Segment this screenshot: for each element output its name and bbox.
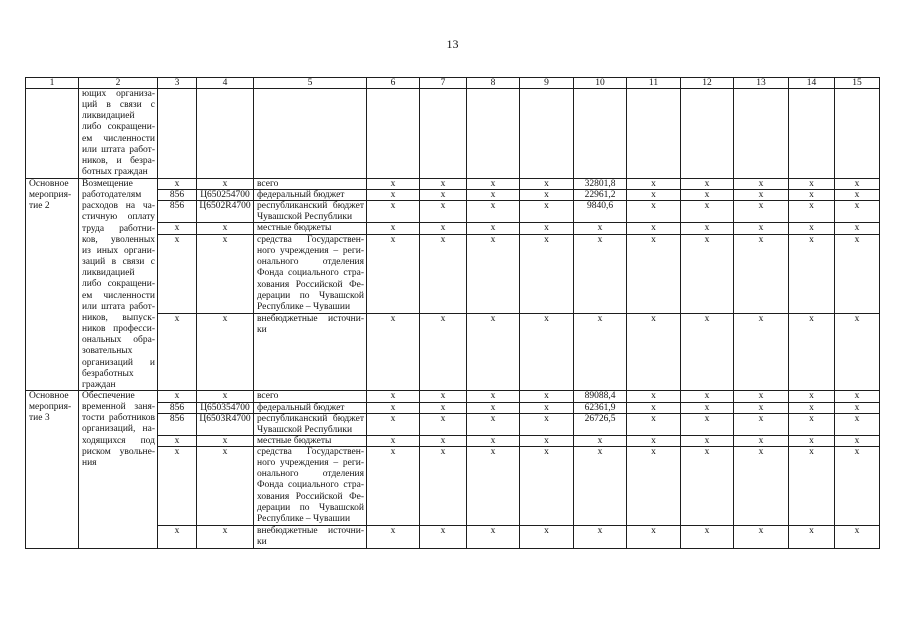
amount-cell: x xyxy=(680,413,734,436)
empty-cell xyxy=(157,88,197,179)
amount-cell: x xyxy=(733,178,789,190)
amount-cell: x xyxy=(626,178,681,190)
continued-description-cell xyxy=(78,88,158,179)
amount-cell: x xyxy=(680,178,734,190)
amount-cell: x xyxy=(419,200,467,223)
amount-cell: x xyxy=(834,402,880,414)
text-line: из иных органи- xyxy=(82,245,155,256)
amount-cell: x xyxy=(680,446,734,526)
amount-cell: x xyxy=(466,189,520,201)
text-line: Фонда социального стра- xyxy=(257,480,364,491)
amount-cell: x xyxy=(366,313,420,391)
text-line: внебюджетные источни- xyxy=(257,314,364,324)
amount-cell: x xyxy=(419,435,467,447)
amount-cell: x xyxy=(573,525,627,549)
amount-cell: x xyxy=(733,402,789,414)
column-number-cell: 6 xyxy=(366,77,420,89)
amount-cell: 22961,2 xyxy=(573,189,627,201)
amount-cell: x xyxy=(626,222,681,235)
amount-cell: x xyxy=(573,234,627,314)
empty-cell xyxy=(680,88,734,179)
text-line: ликвидацией xyxy=(82,111,135,122)
grbs-code-cell: x xyxy=(157,525,197,549)
text-line: республиканский бюджет xyxy=(257,201,364,211)
text-line: стичную оплату xyxy=(82,212,155,223)
page-number: 13 xyxy=(446,37,459,51)
amount-cell: x xyxy=(834,313,880,391)
text-line: Чувашской Республики xyxy=(257,425,353,436)
amount-cell: x xyxy=(519,402,574,414)
amount-cell: x xyxy=(419,222,467,235)
amount-cell: x xyxy=(788,222,835,235)
text-line: онального отделения xyxy=(257,257,364,268)
empty-cell xyxy=(788,88,835,179)
column-number-cell: 14 xyxy=(788,77,835,89)
target-article-cell: x xyxy=(196,446,254,526)
grbs-code-cell: x xyxy=(157,390,197,403)
amount-cell: x xyxy=(680,200,734,223)
text-line: организаций и xyxy=(82,357,155,368)
amount-cell: x xyxy=(466,313,520,391)
text-line: расходов на ча- xyxy=(82,201,155,212)
funding-source-cell xyxy=(253,313,367,391)
amount-cell: x xyxy=(466,234,520,314)
amount-cell: x xyxy=(519,413,574,436)
amount-cell: x xyxy=(834,222,880,235)
amount-cell: x xyxy=(788,178,835,190)
amount-cell: x xyxy=(834,234,880,314)
funding-source-cell xyxy=(253,234,367,314)
amount-cell: x xyxy=(733,446,789,526)
amount-cell: x xyxy=(680,313,734,391)
amount-cell: x xyxy=(466,222,520,235)
amount-cell: x xyxy=(626,200,681,223)
amount-cell: x xyxy=(519,390,574,403)
target-article-cell: Ц6503R4700 xyxy=(196,413,254,436)
amount-cell: x xyxy=(788,189,835,201)
amount-cell: x xyxy=(834,413,880,436)
amount-cell: x xyxy=(366,189,420,201)
text-line: ного учреждения – реги- xyxy=(257,458,364,469)
empty-cell xyxy=(196,88,254,179)
empty-cell xyxy=(573,88,627,179)
text-line: ния xyxy=(82,457,97,468)
amount-cell: x xyxy=(519,200,574,223)
target-article-cell: x xyxy=(196,390,254,403)
amount-cell: x xyxy=(733,390,789,403)
amount-cell: x xyxy=(733,200,789,223)
empty-cell xyxy=(25,88,79,179)
text-line: дерации по Чувашской xyxy=(257,502,364,513)
text-line: ки xyxy=(257,537,267,548)
amount-cell: x xyxy=(366,525,420,549)
amount-cell: x xyxy=(788,402,835,414)
target-article-cell: Ц650354700 xyxy=(196,402,254,414)
text-line: ющих организа- xyxy=(82,89,155,99)
empty-cell xyxy=(253,88,367,179)
text-line: внебюджетные источни- xyxy=(257,526,364,536)
amount-cell: 26726,5 xyxy=(573,413,627,436)
column-number-cell: 3 xyxy=(157,77,197,89)
amount-cell: x xyxy=(680,222,734,235)
column-number-cell: 9 xyxy=(519,77,574,89)
column-number-cell: 5 xyxy=(253,77,367,89)
amount-cell: x xyxy=(366,446,420,526)
text-line: Основное xyxy=(29,179,69,189)
funding-source-cell xyxy=(253,525,367,549)
target-article-cell: x xyxy=(196,313,254,391)
amount-cell: x xyxy=(788,525,835,549)
text-line: ки xyxy=(257,325,267,336)
amount-cell: x xyxy=(680,234,734,314)
amount-cell: x xyxy=(419,413,467,436)
amount-cell: x xyxy=(519,446,574,526)
column-number-cell: 8 xyxy=(466,77,520,89)
grbs-code-cell: x xyxy=(157,313,197,391)
amount-cell: x xyxy=(733,313,789,391)
funding-source-cell xyxy=(253,200,367,223)
grbs-code-cell: x xyxy=(157,435,197,447)
amount-cell: x xyxy=(466,413,520,436)
text-line: Основное xyxy=(29,391,69,401)
amount-cell: x xyxy=(788,234,835,314)
grbs-code-cell: x xyxy=(157,234,197,314)
amount-cell: x xyxy=(680,435,734,447)
amount-cell: x xyxy=(680,525,734,549)
column-number-cell: 4 xyxy=(196,77,254,89)
grbs-code-cell: 856 xyxy=(157,402,197,414)
text-line: труда работни- xyxy=(82,223,155,234)
amount-cell: 62361,9 xyxy=(573,402,627,414)
amount-cell: x xyxy=(788,390,835,403)
amount-cell: x xyxy=(788,413,835,436)
column-number-cell: 2 xyxy=(78,77,158,89)
text-line: Чувашской Республики xyxy=(257,212,353,223)
amount-cell: x xyxy=(573,446,627,526)
empty-cell xyxy=(466,88,520,179)
text-line: средства Государствен- xyxy=(257,235,364,245)
text-line: всего xyxy=(257,391,279,401)
text-line: ботных граждан xyxy=(82,167,148,178)
amount-cell: x xyxy=(834,435,880,447)
text-line: ного учреждения – реги- xyxy=(257,246,364,257)
grbs-code-cell: 856 xyxy=(157,189,197,201)
amount-cell: x xyxy=(573,313,627,391)
text-line: республиканский бюджет xyxy=(257,414,364,424)
amount-cell: x xyxy=(366,200,420,223)
text-line: ций в связи с xyxy=(82,100,155,111)
amount-cell: x xyxy=(733,189,789,201)
measure-title-cell xyxy=(25,390,79,549)
amount-cell: x xyxy=(466,446,520,526)
amount-cell: x xyxy=(519,222,574,235)
text-line: ков, уволенных xyxy=(82,234,155,245)
amount-cell: x xyxy=(626,189,681,201)
amount-cell: x xyxy=(466,390,520,403)
measure-title-cell xyxy=(25,178,79,391)
amount-cell: x xyxy=(733,435,789,447)
text-line: федеральный бюджет xyxy=(257,190,345,200)
text-line: заций в связи с xyxy=(82,257,155,268)
amount-cell: 89088,4 xyxy=(573,390,627,403)
amount-cell: x xyxy=(466,402,520,414)
text-line: Обеспечение xyxy=(82,391,135,401)
target-article-cell: x xyxy=(196,222,254,235)
amount-cell: x xyxy=(466,435,520,447)
empty-cell xyxy=(366,88,420,179)
text-line: организаций, на- xyxy=(82,424,155,435)
text-line: хования Российской Фе- xyxy=(257,279,364,290)
measure-description-cell xyxy=(78,390,158,549)
empty-cell xyxy=(519,88,574,179)
amount-cell: x xyxy=(519,525,574,549)
text-line: или штата работ- xyxy=(82,144,155,155)
amount-cell: x xyxy=(626,446,681,526)
column-number-cell: 13 xyxy=(733,77,789,89)
amount-cell: x xyxy=(419,189,467,201)
amount-cell: x xyxy=(366,222,420,235)
grbs-code-cell: 856 xyxy=(157,413,197,436)
column-number-cell: 12 xyxy=(680,77,734,89)
amount-cell: x xyxy=(519,313,574,391)
amount-cell: x xyxy=(419,525,467,549)
amount-cell: x xyxy=(366,390,420,403)
empty-cell xyxy=(626,88,681,179)
amount-cell: x xyxy=(519,189,574,201)
amount-cell: x xyxy=(626,435,681,447)
target-article-cell: x xyxy=(196,234,254,314)
amount-cell: x xyxy=(680,402,734,414)
amount-cell: x xyxy=(419,234,467,314)
text-line: ходящихся под xyxy=(82,435,155,446)
text-line: либо сокращени- xyxy=(82,122,155,133)
text-line: федеральный бюджет xyxy=(257,403,345,413)
text-line: мероприя- xyxy=(29,190,72,201)
amount-cell: x xyxy=(366,234,420,314)
text-line: риском увольне- xyxy=(82,446,155,457)
target-article-cell: x xyxy=(196,435,254,447)
text-line: ников, и безра- xyxy=(82,155,155,166)
text-line: ональных обра- xyxy=(82,335,155,346)
text-line: либо сокращени- xyxy=(82,279,155,290)
text-line: Возмещение xyxy=(82,179,133,189)
amount-cell: x xyxy=(788,200,835,223)
amount-cell: x xyxy=(834,390,880,403)
grbs-code-cell: x xyxy=(157,446,197,526)
amount-cell: x xyxy=(419,178,467,190)
amount-cell: x xyxy=(733,525,789,549)
text-line: хования Российской Фе- xyxy=(257,491,364,502)
amount-cell: x xyxy=(626,234,681,314)
grbs-code-cell: x xyxy=(157,222,197,235)
text-line: средства Государствен- xyxy=(257,447,364,457)
funding-source-cell xyxy=(253,413,367,436)
amount-cell: x xyxy=(788,446,835,526)
amount-cell: x xyxy=(366,402,420,414)
text-line: работодателям xyxy=(82,190,142,201)
text-line: Республике – Чувашии xyxy=(257,513,351,524)
amount-cell: x xyxy=(626,402,681,414)
amount-cell: x xyxy=(788,313,835,391)
amount-cell: x xyxy=(834,189,880,201)
amount-cell: x xyxy=(366,435,420,447)
grbs-code-cell: x xyxy=(157,178,197,190)
text-line: временной заня- xyxy=(82,402,155,413)
text-line: Республике – Чувашии xyxy=(257,301,351,312)
text-line: ем численности xyxy=(82,133,155,144)
amount-cell: x xyxy=(788,435,835,447)
amount-cell: x xyxy=(419,313,467,391)
text-line: мероприя- xyxy=(29,402,72,413)
column-number-cell: 15 xyxy=(834,77,880,89)
text-line: зовательных xyxy=(82,346,133,357)
amount-cell: x xyxy=(680,390,734,403)
amount-cell: x xyxy=(626,313,681,391)
amount-cell: x xyxy=(733,222,789,235)
text-line: граждан xyxy=(82,379,116,390)
text-line: или штата работ- xyxy=(82,301,155,312)
column-number-cell: 7 xyxy=(419,77,467,89)
text-line: местные бюджеты xyxy=(257,223,332,233)
amount-cell: x xyxy=(834,446,880,526)
amount-cell: x xyxy=(733,413,789,436)
amount-cell: x xyxy=(834,178,880,190)
column-number-cell: 10 xyxy=(573,77,627,89)
empty-cell xyxy=(733,88,789,179)
amount-cell: x xyxy=(626,525,681,549)
amount-cell: x xyxy=(419,446,467,526)
empty-cell xyxy=(834,88,880,179)
grbs-code-cell: 856 xyxy=(157,200,197,223)
amount-cell: x xyxy=(466,200,520,223)
text-line: ников, выпуск- xyxy=(82,312,155,323)
text-line: Фонда социального стра- xyxy=(257,268,364,279)
text-line: тие 2 xyxy=(29,201,50,212)
amount-cell: x xyxy=(419,390,467,403)
funding-source-cell xyxy=(253,446,367,526)
amount-cell: x xyxy=(519,178,574,190)
amount-cell: x xyxy=(466,525,520,549)
amount-cell: x xyxy=(366,178,420,190)
amount-cell: x xyxy=(366,413,420,436)
text-line: онального отделения xyxy=(257,469,364,480)
amount-cell: x xyxy=(573,435,627,447)
text-line: местные бюджеты xyxy=(257,436,332,446)
amount-cell: x xyxy=(680,189,734,201)
amount-cell: 32801,8 xyxy=(573,178,627,190)
column-number-cell: 1 xyxy=(25,77,79,89)
target-article-cell: x xyxy=(196,525,254,549)
amount-cell: x xyxy=(834,200,880,223)
target-article-cell: x xyxy=(196,178,254,190)
target-article-cell: Ц650254700 xyxy=(196,189,254,201)
amount-cell: x xyxy=(466,178,520,190)
amount-cell: 9840,6 xyxy=(573,200,627,223)
column-number-cell: 11 xyxy=(626,77,681,89)
amount-cell: x xyxy=(733,234,789,314)
text-line: тие 3 xyxy=(29,413,50,424)
text-line: ликвидацией xyxy=(82,268,135,279)
text-line: дерации по Чувашской xyxy=(257,290,364,301)
measure-description-cell xyxy=(78,178,158,391)
text-line: тости работников xyxy=(82,413,155,424)
amount-cell: x xyxy=(519,435,574,447)
amount-cell: x xyxy=(519,234,574,314)
amount-cell: x xyxy=(834,525,880,549)
text-line: ем численности xyxy=(82,290,155,301)
amount-cell: x xyxy=(419,402,467,414)
text-line: всего xyxy=(257,179,279,189)
empty-cell xyxy=(419,88,467,179)
text-line: ников професси- xyxy=(82,324,155,335)
amount-cell: x xyxy=(626,413,681,436)
target-article-cell: Ц6502R4700 xyxy=(196,200,254,223)
amount-cell: x xyxy=(626,390,681,403)
text-line: безработных xyxy=(82,368,134,379)
amount-cell: x xyxy=(573,222,627,235)
